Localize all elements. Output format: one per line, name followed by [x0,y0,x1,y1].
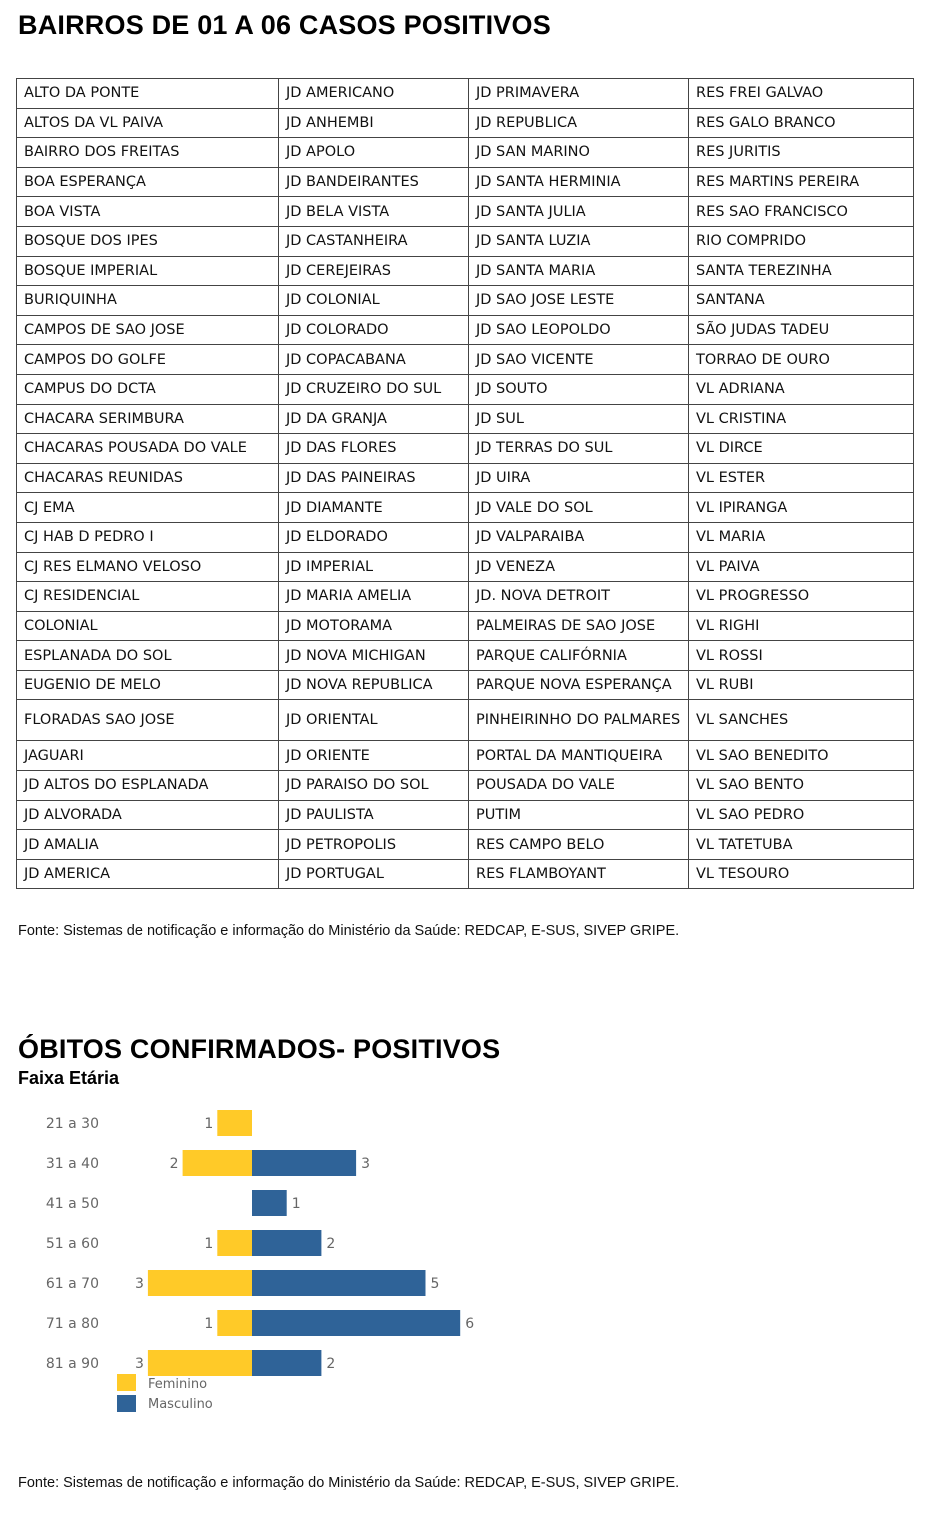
table-cell: JD SANTA JULIA [469,197,689,227]
table-row [17,226,914,256]
table-cell: JD DAS PAINEIRAS [279,463,469,493]
data-label-feminino: 2 [169,1156,179,1172]
table-row [17,167,914,197]
table-row [17,197,914,227]
bar-feminino [217,1310,252,1336]
table-cell: JD COLORADO [279,315,469,345]
table-row [17,700,914,741]
table-cell: VL SAO BENTO [689,771,914,801]
table-cell: JD CEREJEIRAS [279,256,469,286]
table-cell: RES FLAMBOYANT [469,859,689,889]
table-cell: CAMPOS DE SAO JOSE [17,315,279,345]
table-row [17,670,914,700]
table-row [17,256,914,286]
table-cell: PARQUE CALIFÓRNIA [469,641,689,671]
table-row [17,345,914,375]
table-cell: EUGENIO DE MELO [17,670,279,700]
data-label-masculino: 2 [326,1236,336,1252]
table-row [17,315,914,345]
table-cell: CJ HAB D PEDRO I [17,522,279,552]
table-cell: PORTAL DA MANTIQUEIRA [469,741,689,771]
data-label-masculino: 6 [465,1316,475,1332]
table-cell: JD MARIA AMELIA [279,582,469,612]
table-cell: RIO COMPRIDO [689,226,914,256]
table-cell: PALMEIRAS DE SAO JOSE [469,611,689,641]
table-cell: PARQUE NOVA ESPERANÇA [469,670,689,700]
table-cell: JD ELDORADO [279,522,469,552]
table-cell: JD BELA VISTA [279,197,469,227]
table-cell: ALTOS DA VL PAIVA [17,108,279,138]
table-cell: COLONIAL [17,611,279,641]
table-cell: JD. NOVA DETROIT [469,582,689,612]
section2-title: ÓBITOS CONFIRMADOS- POSITIVOS [18,1034,501,1064]
table-cell: POUSADA DO VALE [469,771,689,801]
table-cell: JD SAO LEOPOLDO [469,315,689,345]
table-cell: BOA VISTA [17,197,279,227]
table-cell: JD ALVORADA [17,800,279,830]
category-label: 81 a 90 [45,1356,99,1372]
table-cell: JD ORIENTE [279,741,469,771]
bar-masculino [252,1270,426,1296]
table-cell: JD PETROPOLIS [279,830,469,860]
table-cell: FLORADAS SAO JOSE [17,700,279,741]
table-cell: JD SUL [469,404,689,434]
table-cell: PUTIM [469,800,689,830]
table-cell: RES FREI GALVAO [689,79,914,109]
table-cell: JD DA GRANJA [279,404,469,434]
table-cell: VL CRISTINA [689,404,914,434]
bar-masculino [252,1150,356,1176]
table-cell: VL SAO BENEDITO [689,741,914,771]
table-row [17,830,914,860]
table-cell: JD ALTOS DO ESPLANADA [17,771,279,801]
table-cell: VL ROSSI [689,641,914,671]
table-cell: JD SANTA MARIA [469,256,689,286]
table-cell: VL TATETUBA [689,830,914,860]
table-cell: JD COPACABANA [279,345,469,375]
neighborhood-table [16,78,914,889]
table-cell: CJ RES ELMANO VELOSO [17,552,279,582]
table-cell: CAMPOS DO GOLFE [17,345,279,375]
data-label-feminino: 1 [204,1116,214,1132]
table-cell: VL RIGHI [689,611,914,641]
table-cell: VL SAO PEDRO [689,800,914,830]
bar-masculino [252,1190,287,1216]
table-cell: VL IPIRANGA [689,493,914,523]
table-cell: VL DIRCE [689,434,914,464]
table-row [17,286,914,316]
table-cell: VL ADRIANA [689,374,914,404]
table-cell: JD VALE DO SOL [469,493,689,523]
table-cell: JD CASTANHEIRA [279,226,469,256]
bar-masculino [252,1350,321,1376]
age-deaths-chart [0,1095,940,1425]
table-row [17,138,914,168]
table-row [17,374,914,404]
section1-title: BAIRROS DE 01 A 06 CASOS POSITIVOS [18,10,551,40]
bar-masculino [252,1310,460,1336]
data-label-masculino: 2 [326,1356,336,1372]
table-cell: JD NOVA MICHIGAN [279,641,469,671]
table-cell: SANTANA [689,286,914,316]
category-label: 21 a 30 [45,1116,99,1132]
table-cell: VL RUBI [689,670,914,700]
table-cell: JD CRUZEIRO DO SUL [279,374,469,404]
table-cell: CHACARAS POUSADA DO VALE [17,434,279,464]
table-row [17,552,914,582]
table-cell: RES CAMPO BELO [469,830,689,860]
data-label-feminino: 3 [134,1276,144,1292]
table-row [17,771,914,801]
table-cell: CHACARA SERIMBURA [17,404,279,434]
table-cell: JD PAULISTA [279,800,469,830]
table-cell: VL PAIVA [689,552,914,582]
table-cell: JD VALPARAIBA [469,522,689,552]
table-row [17,522,914,552]
table-cell: JAGUARI [17,741,279,771]
table-cell: CAMPUS DO DCTA [17,374,279,404]
category-label: 71 a 80 [45,1316,99,1332]
table-cell: JD APOLO [279,138,469,168]
table-cell: JD DAS FLORES [279,434,469,464]
table-cell: JD IMPERIAL [279,552,469,582]
legend-label-masculino: Masculino [148,1397,213,1412]
table-cell: JD SANTA LUZIA [469,226,689,256]
table-cell: VL TESOURO [689,859,914,889]
table-cell: BOSQUE IMPERIAL [17,256,279,286]
table-cell: JD UIRA [469,463,689,493]
table-row [17,404,914,434]
legend-swatch-masculino [117,1395,136,1412]
table-row [17,434,914,464]
source-note: Fonte: Sistemas de notificação e informação do Ministério da Saúde: REDCAP, E-SUS, SIVEP GRIPE. [18,923,680,939]
table-cell: JD AMERICA [17,859,279,889]
table-cell: ALTO DA PONTE [17,79,279,109]
table-cell: JD AMERICANO [279,79,469,109]
table-cell: CJ EMA [17,493,279,523]
table-cell: JD PORTUGAL [279,859,469,889]
table-cell: JD ANHEMBI [279,108,469,138]
table-cell: JD SAN MARINO [469,138,689,168]
table-row [17,641,914,671]
category-label: 51 a 60 [45,1236,99,1252]
legend-label-feminino: Feminino [148,1377,208,1392]
category-label: 31 a 40 [45,1156,99,1172]
bar-feminino [217,1230,252,1256]
bar-feminino [148,1270,252,1296]
table-cell: JD MOTORAMA [279,611,469,641]
table-cell: JD AMALIA [17,830,279,860]
table-cell: VL SANCHES [689,700,914,741]
table-cell: JD SAO JOSE LESTE [469,286,689,316]
table-cell: JD TERRAS DO SUL [469,434,689,464]
table-cell: VL ESTER [689,463,914,493]
table-cell: JD NOVA REPUBLICA [279,670,469,700]
table-cell: SÃO JUDAS TADEU [689,315,914,345]
table-cell: JD COLONIAL [279,286,469,316]
table-cell: CJ RESIDENCIAL [17,582,279,612]
category-label: 41 a 50 [45,1196,99,1212]
table-cell: RES JURITIS [689,138,914,168]
source-note: Fonte: Sistemas de notificação e informação do Ministério da Saúde: REDCAP, E-SUS, SIVEP GRIPE. [18,1475,680,1491]
table-cell: JD DIAMANTE [279,493,469,523]
bar-masculino [252,1230,321,1256]
chart-subtitle: Faixa Etária [18,1068,120,1088]
table-row [17,79,914,109]
table-cell: JD ORIENTAL [279,700,469,741]
table-row [17,800,914,830]
table-cell: BURIQUINHA [17,286,279,316]
category-label: 61 a 70 [45,1276,99,1292]
table-cell: JD SAO VICENTE [469,345,689,375]
bar-feminino [217,1110,252,1136]
bar-feminino [183,1150,252,1176]
table-row [17,611,914,641]
table-cell: CHACARAS REUNIDAS [17,463,279,493]
table-row [17,108,914,138]
table-row [17,859,914,889]
table-cell: JD BANDEIRANTES [279,167,469,197]
table-cell: VL PROGRESSO [689,582,914,612]
table-cell: BOA ESPERANÇA [17,167,279,197]
data-label-feminino: 1 [204,1316,214,1332]
table-cell: SANTA TEREZINHA [689,256,914,286]
table-cell: JD PARAISO DO SOL [279,771,469,801]
table-cell: RES GALO BRANCO [689,108,914,138]
table-cell: JD SOUTO [469,374,689,404]
legend-swatch-feminino [117,1374,136,1391]
table-cell: RES SAO FRANCISCO [689,197,914,227]
data-label-masculino: 1 [291,1196,301,1212]
table-row [17,582,914,612]
table-cell: ESPLANADA DO SOL [17,641,279,671]
table-cell: JD SANTA HERMINIA [469,167,689,197]
table-cell: VL MARIA [689,522,914,552]
data-label-feminino: 1 [204,1236,214,1252]
data-label-masculino: 5 [430,1276,440,1292]
table-cell: RES MARTINS PEREIRA [689,167,914,197]
table-cell: JD PRIMAVERA [469,79,689,109]
table-cell: BOSQUE DOS IPES [17,226,279,256]
table-row [17,463,914,493]
table-row [17,741,914,771]
table-cell: TORRAO DE OURO [689,345,914,375]
data-label-masculino: 3 [361,1156,371,1172]
table-cell: JD REPUBLICA [469,108,689,138]
table-row [17,493,914,523]
data-label-feminino: 3 [134,1356,144,1372]
bar-feminino [148,1350,252,1376]
table-cell: BAIRRO DOS FREITAS [17,138,279,168]
table-cell: JD VENEZA [469,552,689,582]
table-cell: PINHEIRINHO DO PALMARES [469,700,689,741]
